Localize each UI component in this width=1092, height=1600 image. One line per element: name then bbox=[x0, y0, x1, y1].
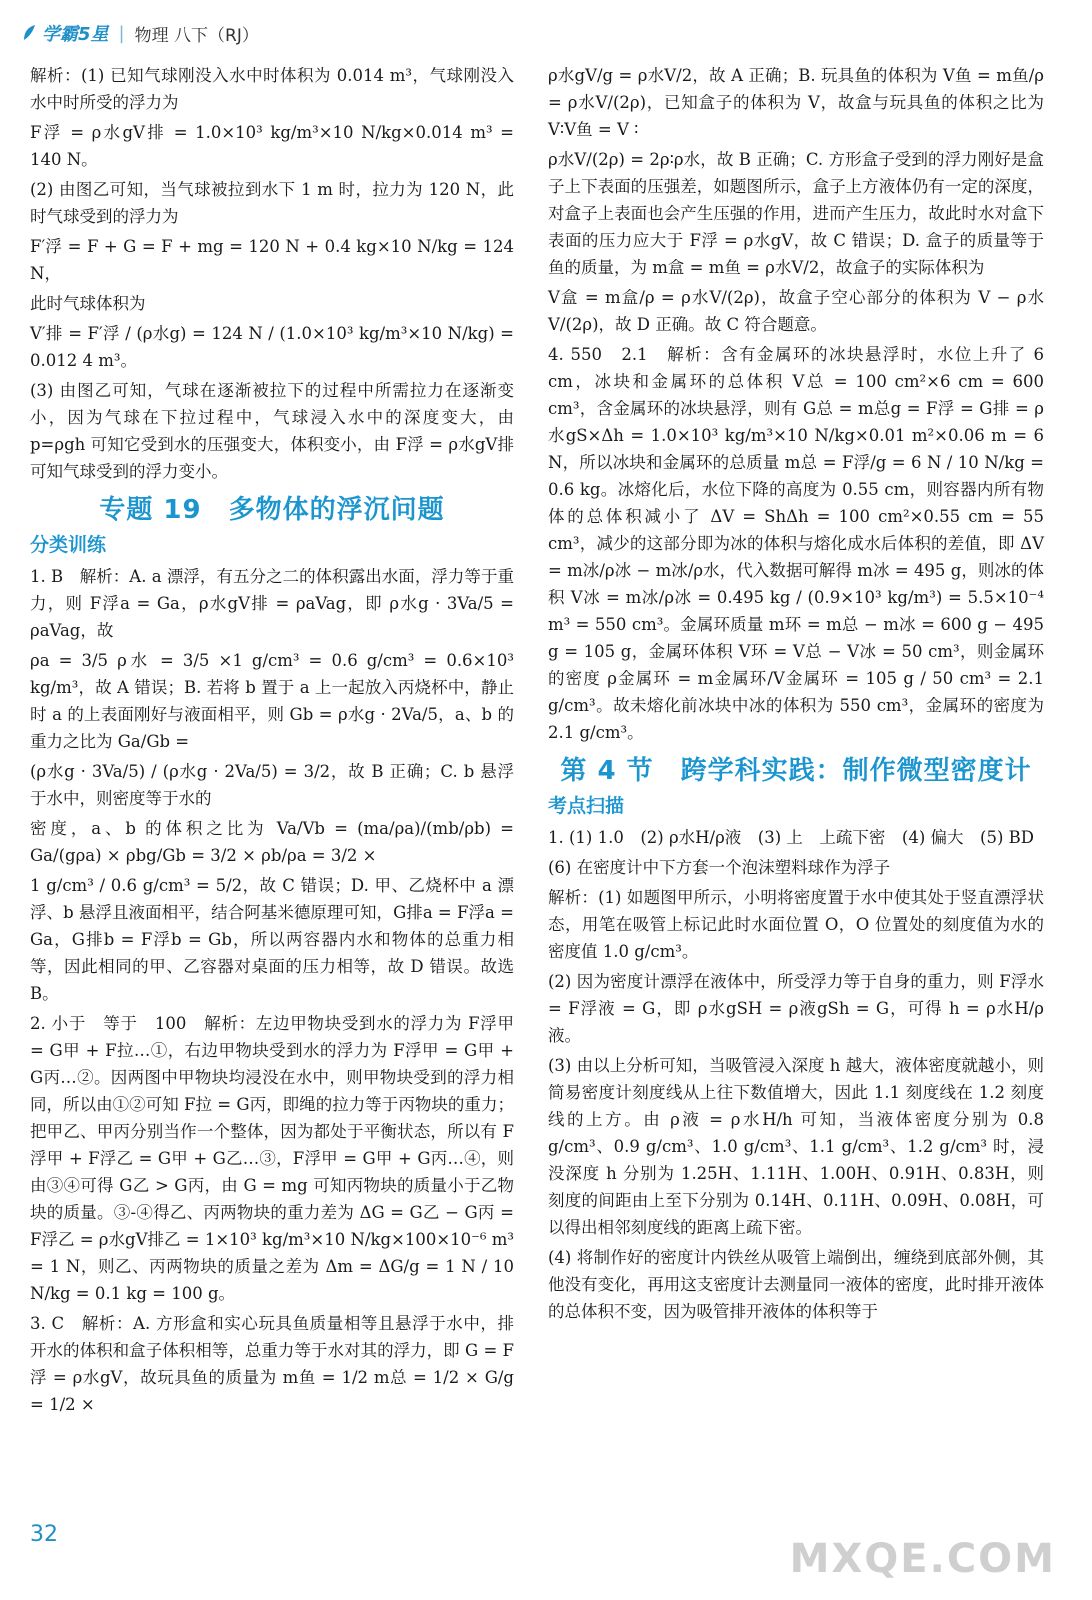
answer-paragraph: (3) 由以上分析可知，当吸管浸入深度 h 越大，液体密度就越小，则简易密度计刻度线从上往下数值增大，因此 1.1 刻度线在 1.2 刻度线的上方。由 ρ液 = ρ水H/h 可知，当液体密度分别为 0.8 g/cm³、0.9 g/cm³、1.0 g/cm³、1.1 g/cm³、1.2 g/cm³ 时，浸没深度 h 分别为 1.25H、1.11H、1.00H、0.91H、0.83H，则刻度的间距由上至下分别为 0.14H、0.11H、0.09H、0.08H，可以得出相邻刻度线的距离上疏下密。 bbox=[548, 1056, 1044, 1237]
page-number: 32 bbox=[30, 1522, 58, 1547]
answer-paragraph: 1 g/cm³ / 0.6 g/cm³ = 5/2，故 C 错误；D. 甲、乙烧杯中 a 漂浮、b 悬浮且液面相平，结合阿基米德原理可知，G排a = F浮a = Ga，G排b = F浮b = Gb，所以两容器内水和物体的总重力相等，因此相同的甲、乙容器对桌面的压力相等，故 D 错误。故选 B。 bbox=[30, 876, 514, 1003]
brand-name: 学霸5星 bbox=[42, 24, 109, 45]
answer-paragraph: (4) 将制作好的密度计内铁丝从吸管上端倒出，缠绕到底部外侧，其他没有变化，再用这支密度计去测量同一液体的密度，此时排开液体的总体积不变，因为吸管排开液体的体积等于 bbox=[548, 1248, 1044, 1321]
answer-paragraph: (2) 因为密度计漂浮在液体中，所受浮力等于自身的重力，则 F浮水 = F浮液 = G，即 ρ水gSH = ρ液gSh = G，可得 h = ρ水H/ρ液。 bbox=[548, 972, 1044, 1045]
answer-paragraph: 解析：(1) 如题图甲所示，小明将密度置于水中使其处于竖直漂浮状态，用笔在吸管上标记此时水面位置 O，O 位置处的刻度值为水的密度值 1.0 g/cm³。 bbox=[548, 888, 1044, 961]
answer-paragraph: 1. (1) 1.0 (2) ρ水H/ρ液 (3) 上 上疏下密 (4) 偏大 (5) BD bbox=[548, 828, 1035, 847]
paragraph: 此时气球体积为 bbox=[30, 294, 146, 313]
answer-paragraph: 密度，a、b 的体积之比为 Va/Vb = (ma/ρa)/(mb/ρb) = Ga/(gρa) × ρbg/Gb = 3/2 × ρb/ρa = 3/2 × bbox=[30, 819, 514, 865]
subject-label: 物理 八下（RJ） bbox=[134, 25, 259, 46]
page-header bbox=[22, 16, 259, 50]
answer-paragraph: ρ水V/(2ρ) = 2ρ∶ρ水，故 B 正确；C. 方形盒子受到的浮力刚好是盒子上下表面的压强差，如题图所示，盒子上方液体仍有一定的深度，对盒子上表面也会产生压强的作用，进而产生压力，故此时水对盒下表面的压力应大于 F浮 = ρ水gV，故 C 错误；D. 盒子的质量等于鱼的质量，为 m盒 = m鱼 = ρ水V/2，故盒子的实际体积为 bbox=[548, 150, 1044, 277]
paragraph: F′浮 = F + G = F + mg = 120 N + 0.4 kg×10 N/kg = 124 N， bbox=[30, 237, 514, 283]
answer-paragraph: (ρ水g · 3Va/5) / (ρ水g · 2Va/5) = 3/2，故 B 正确；C. b 悬浮于水中，则密度等于水的 bbox=[30, 762, 514, 808]
answer-paragraph: (6) 在密度计中下方套一个泡沫塑料球作为浮子 bbox=[548, 858, 891, 877]
section-heading: 第 4 节 跨学科实践：制作微型密度计 bbox=[560, 756, 1032, 786]
answer-paragraph: 4. 550 2.1 解析：含有金属环的冰块悬浮时，水位上升了 6 cm，冰块和金属环的总体积 V总 = 100 cm²×6 cm = 600 cm³，含金属环的冰块悬浮，则有 G总 = m总g = F浮 = G排 = ρ水gS×Δh = 1.0×10³ kg/m³×10 N/kg×0.01 m²×0.06 m = 6 N，所以冰块和金属环的总质量 m总 = F浮/g = 6 N / 10 N/kg = 0.6 kg。冰熔化后，水位下降的高度为 0.55 cm，则容器内所有物体的总体积减小了 ΔV = ShΔh = 100 cm²×0.55 cm = 55 cm³，减少的这部分即为冰的体积与熔化成水后体积的差值，即 ΔV = m冰/ρ冰 − m冰/ρ水，代入数据可解得 m冰 = 495 g，则冰的体积 V冰 = m冰/ρ冰 = 0.495 kg / (0.9×10³ kg/m³) = 5.5×10⁻⁴ m³ = 550 cm³。金属环质量 m环 = m总 − m冰 = 600 g − 495 g = 105 g，金属环体积 V环 = V总 − V冰 = 50 cm³，则金属环的密度 ρ金属环 = m金属环/V金属环 = 105 g / 50 cm³ = 2.1 g/cm³。故未熔化前冰块中冰的体积为 550 cm³，金属环的密度为 2.1 g/cm³。 bbox=[548, 345, 1044, 742]
section-subheading: 考点扫描 bbox=[548, 795, 625, 817]
section-subheading: 分类训练 bbox=[30, 534, 107, 556]
paragraph: V′排 = F′浮 / (ρ水g) = 124 N / (1.0×10³ kg/m³×10 N/kg) = 0.012 4 m³。 bbox=[30, 324, 514, 370]
answer-paragraph: V盒 = m盒/ρ = ρ水V/(2ρ)，故盒子空心部分的体积为 V − ρ水V/(2ρ)，故 D 正确。故 C 符合题意。 bbox=[548, 288, 1044, 334]
answer-paragraph: ρ水gV/g = ρ水V/2，故 A 正确；B. 玩具鱼的体积为 V鱼 = m鱼/ρ = ρ水V/(2ρ)，已知盒子的体积为 V，故盒与玩具鱼的体积之比为 V∶V鱼 = V ∶ bbox=[548, 66, 1044, 139]
answer-paragraph: 1. B 解析：A. a 漂浮，有五分之二的体积露出水面，浮力等于重力，则 F浮a = Ga，ρ水gV排 = ρaVag，即 ρ水g · 3Va/5 = ρaVag，故 bbox=[30, 567, 514, 640]
left-column bbox=[30, 62, 514, 1421]
answer-paragraph: 2. 小于 等于 100 解析：左边甲物块受到水的浮力为 F浮甲 = G甲 + F拉…①，右边甲物块受到水的浮力为 F浮甲 = G甲 + G丙…②。因两图中甲物块均浸没在水中，则甲物块受到的浮力相同，所以由①②可知 F拉 = G丙，即绳的拉力等于丙物块的重力；把甲乙、甲丙分别当作一个整体，因为都处于平衡状态，所以有 F浮甲 + F浮乙 = G甲 + G乙…③，F浮甲 = G甲 + G丙…④，则由③④可得 G乙 > G丙，由 G = mg 可知丙物块的质量小于乙物块的质量。③-④得乙、丙两物块的重力差为 ΔG = G乙 − G丙 = F浮乙 = ρ水gV排乙 = 1×10³ kg/m³×10 N/kg×100×10⁻⁶ m³ = 1 N，则乙、丙两物块的质量之差为 Δm = ΔG/g = 1 N / 10 N/kg = 0.1 kg = 100 g。 bbox=[30, 1014, 514, 1303]
right-column bbox=[548, 62, 1044, 1328]
answer-paragraph: ρa = 3/5 ρ水 = 3/5 ×1 g/cm³ = 0.6 g/cm³ = 0.6×10³ kg/m³，故 A 错误；B. 若将 b 置于 a 上一起放入丙烧杯中，静止时 a 的上表面刚好与液面相平，则 Gb = ρ水g · 2Va/5，a、b 的重力之比为 Ga/Gb = bbox=[30, 651, 514, 751]
watermark: MXQE.COM bbox=[789, 1536, 1056, 1582]
paragraph: (2) 由图乙可知，当气球被拉到水下 1 m 时，拉力为 120 N，此时气球受到的浮力为 bbox=[30, 180, 514, 226]
header-divider: | bbox=[118, 22, 125, 44]
paragraph: F浮 = ρ水gV排 = 1.0×10³ kg/m³×10 N/kg×0.014 m³ = 140 N。 bbox=[30, 123, 514, 169]
leaf-logo-icon bbox=[22, 24, 36, 42]
answer-paragraph: 3. C 解析：A. 方形盒和实心玩具鱼质量相等且悬浮于水中，排开水的体积和盒子体积相等，总重力等于水对其的浮力，即 G = F浮 = ρ水gV，故玩具鱼的质量为 m鱼 = 1/2 m总 = 1/2 × G/g = 1/2 × bbox=[30, 1314, 514, 1414]
section-heading: 专题 19 多物体的浮沉问题 bbox=[99, 495, 445, 525]
paragraph: (3) 由图乙可知，气球在逐渐被拉下的过程中所需拉力在逐渐变小，因为气球在下拉过程中，气球浸入水中的深度变大，由 p=ρgh 可知它受到水的压强变大，体积变小，由 F浮 = ρ水gV排 可知气球受到的浮力变小。 bbox=[30, 381, 514, 481]
paragraph: 解析：(1) 已知气球刚没入水中时体积为 0.014 m³，气球刚没入水中时所受的浮力为 bbox=[30, 66, 514, 112]
